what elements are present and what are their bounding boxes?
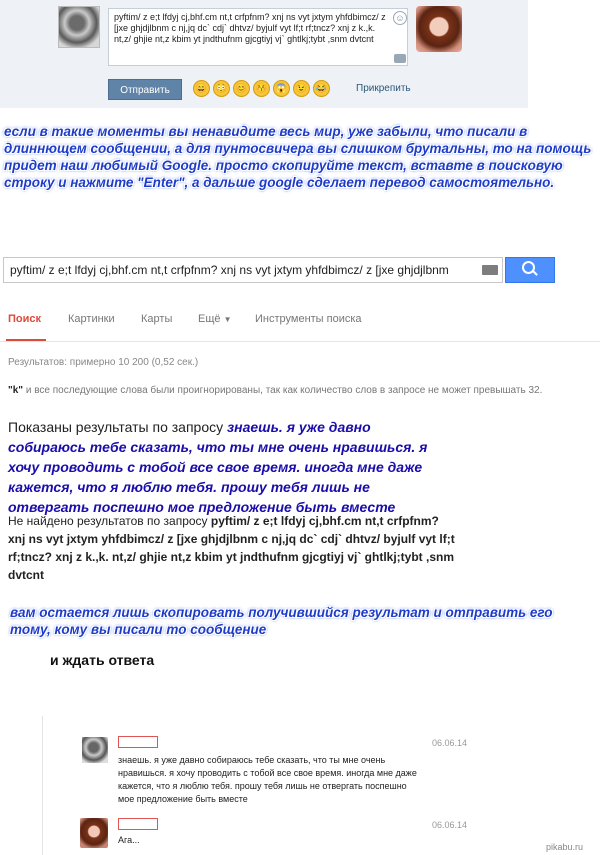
message-textarea[interactable]: pyftim/ z e;t lfdyj cj,bhf.cm nt,t crfpfnm? xnj ns vyt jxtym yhfdbimcz/ z [jxe ghjdjlbnm c nj,jq dc` cdj` dhtvz/ byjulf vyt lf;t rf;tncz? xnj z k.,k. nt,z/ ghjie nt,z kbim yt jndthufnm gjcgtiyj vj` ghtlkj;tybt ,snm dvtcnt — [108, 8, 408, 66]
result-stats: Результатов: примерно 10 200 (0,52 сек.) — [8, 357, 199, 368]
ignored-words-notice — [8, 385, 598, 396]
emoji-icon[interactable]: 😉 — [293, 80, 310, 97]
message-text: знаешь. я уже давно собираюсь тебе сказать, что ты мне очень нравишься. я хочу проводить с тобой все свое время. иногда мне даже кажется, что я люблю тебя. прошу тебя лишь не отвергать поспешно мое предложение быть вместе — [118, 755, 417, 804]
tab-more-label: Ещё — [198, 313, 221, 325]
recipient-avatar[interactable] — [416, 6, 462, 52]
emoji-icon[interactable]: 😄 — [193, 80, 210, 97]
message-date: 06.06.14 — [432, 738, 468, 748]
emoji-icon[interactable]: 😂 — [313, 80, 330, 97]
caption-bottom: вам остается лишь скопировать получившийся результат и отправить его тому, кому вы писали то сообщение — [10, 605, 553, 637]
caption-wait: и ждать ответа — [50, 652, 155, 668]
divider — [42, 716, 43, 855]
tab-more[interactable] — [198, 313, 232, 325]
search-input[interactable]: pyftim/ z e;t lfdyj cj,bhf.cm nt,t crfpfnm? xnj ns vyt jxtym yhfdbimcz/ z [jxe ghjdjlbnm — [3, 257, 503, 283]
divider — [0, 341, 600, 342]
emoji-icon[interactable]: 😊 — [233, 80, 250, 97]
emoji-icon[interactable]: 😳 — [213, 80, 230, 97]
avatar — [58, 6, 100, 48]
corrected-query-link[interactable]: знаешь. я уже давно собираюсь тебе сказать, что ты мне очень нравишься. я хочу проводить с тобой все свое время. иногда мне даже кажется, что я люблю тебя. прошу тебя лишь не отвергать поспешно мое предложение быть вместе — [8, 419, 428, 515]
tab-maps[interactable]: Карты — [141, 313, 173, 325]
emoji-bar — [193, 80, 330, 98]
tab-search[interactable]: Поиск — [8, 313, 42, 325]
attach-link[interactable]: Прикрепить — [356, 83, 411, 94]
no-results-notice — [8, 512, 458, 584]
original-query: pyftim/ z e;t lfdyj cj,bhf.cm nt,t crfpfnm? xnj ns vyt jxtym yhfdbimcz/ z [jxe ghjdjlbnm c nj,jq dc` cdj` dhtvz/ byjulf vyt lf;t rf;tncz? xnj z k.,k. nt,z/ ghjie nt,z kbim yt jndthufnm gjcgtiyj vj` ghtlkj;tybt ,snm dvtcnt — [8, 514, 455, 582]
showing-results-label: Показаны результаты по запросу — [8, 419, 227, 435]
message-date: 06.06.14 — [432, 820, 468, 830]
ignored-notice-text: и все последующие слова были проигнорированы, так как количество слов в запросе не может превышать 32. — [23, 385, 543, 396]
emoji-icon[interactable]: 😱 — [273, 80, 290, 97]
caption-top: если в такие моменты вы ненавидите весь мир, уже забыли, что писали в длиннющем сообщении, а для пунтосвичера вы слишком брутальны, то на помощь придет наш любимый Google. просто скопируйте текст, вставте в поисковую строку и нажмите "Enter", а дальше google сделает перевод самостоятельно. — [4, 124, 592, 190]
tab-search-tools[interactable]: Инструменты поиска — [255, 313, 362, 325]
ignored-word: "k" — [8, 385, 24, 396]
watermark: pikabu.ru — [546, 842, 584, 852]
showing-results-for — [8, 417, 448, 517]
emoji-icon[interactable]: 😚 — [253, 80, 270, 97]
chevron-down-icon: ▼ — [223, 315, 232, 324]
tab-images[interactable]: Картинки — [68, 313, 115, 325]
avatar[interactable] — [80, 818, 108, 848]
smiley-icon[interactable]: ☺ — [393, 11, 407, 25]
redacted-sender-name — [118, 736, 158, 748]
message-text: Ага... — [118, 835, 140, 845]
avatar[interactable] — [82, 737, 108, 763]
send-button[interactable]: Отправить — [108, 79, 182, 100]
redacted-sender-name — [118, 818, 158, 830]
keyboard-icon[interactable] — [482, 265, 498, 275]
no-results-label: Не найдено результатов по запросу — [8, 514, 211, 528]
camera-icon[interactable] — [394, 54, 406, 63]
